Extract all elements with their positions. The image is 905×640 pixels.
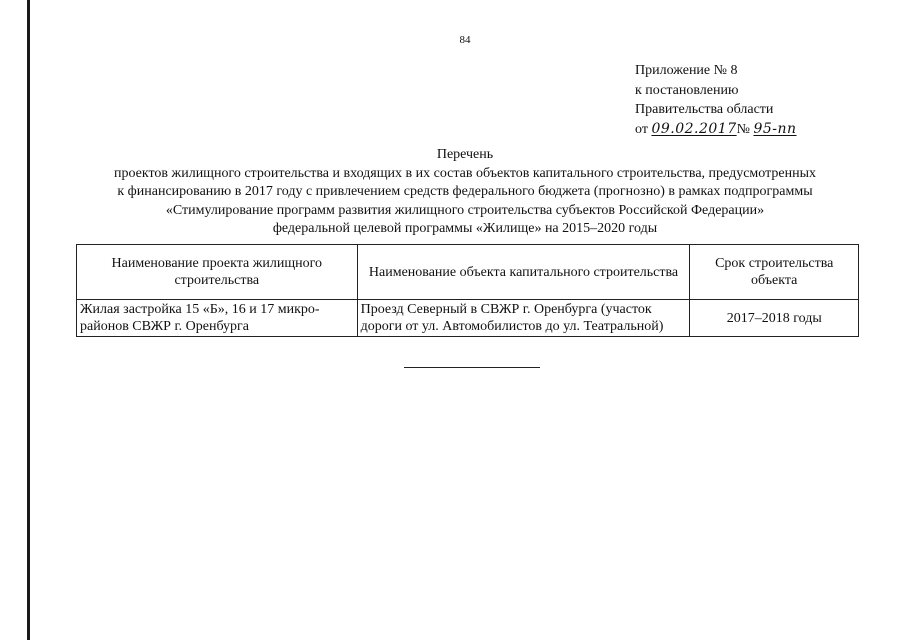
appendix-block xyxy=(635,61,797,139)
appendix-reference: к постановлению xyxy=(635,82,739,98)
header-object-name: Наименование объекта капитального строительства xyxy=(357,245,690,300)
header-project-name: Наименование проекта жилищного строительства xyxy=(77,245,358,300)
appendix-title: Приложение № 8 xyxy=(635,63,738,78)
appendix-date-line xyxy=(635,120,797,140)
heading-title: Перечень xyxy=(436,147,494,162)
appendix-authority: Правительства области xyxy=(635,102,774,117)
projects-table xyxy=(76,244,859,337)
scan-edge-shadow xyxy=(27,0,30,640)
cell-term: 2017–2018 годы xyxy=(690,300,859,337)
handwritten-date: 09.02.2017 xyxy=(651,120,737,137)
document-heading xyxy=(60,146,870,239)
table-header-row xyxy=(77,245,859,300)
number-prefix: № xyxy=(736,121,750,137)
handwritten-number: 95-пп xyxy=(753,120,797,137)
cell-project: Жилая застройка 15 «Б», 16 и 17 микро-районов СВЖР г. Оренбурга xyxy=(77,300,358,337)
page-number: 84 xyxy=(459,34,471,46)
heading-line-3: «Стимулирование программ развития жилищного строительства субъектов Российской Федерации» xyxy=(165,202,765,218)
heading-line-4: федеральной целевой программы «Жилище» на 2015–2020 годы xyxy=(272,221,658,236)
heading-line-2: к финансированию в 2017 году с привлечением средств федерального бюджета (прогнозно) в рамках подпрограммы xyxy=(117,184,813,199)
header-construction-term: Срок строительства объекта xyxy=(690,245,859,300)
cell-object: Проезд Северный в СВЖР г. Оренбурга (участок дороги от ул. Автомобилистов до ул. Театральной) xyxy=(357,300,690,337)
date-prefix: от xyxy=(635,121,648,137)
end-divider xyxy=(404,367,540,368)
table-row xyxy=(77,300,859,337)
heading-line-1: проектов жилищного строительства и входящих в их состав объектов капитального строительства, предусмотренных xyxy=(114,165,816,181)
